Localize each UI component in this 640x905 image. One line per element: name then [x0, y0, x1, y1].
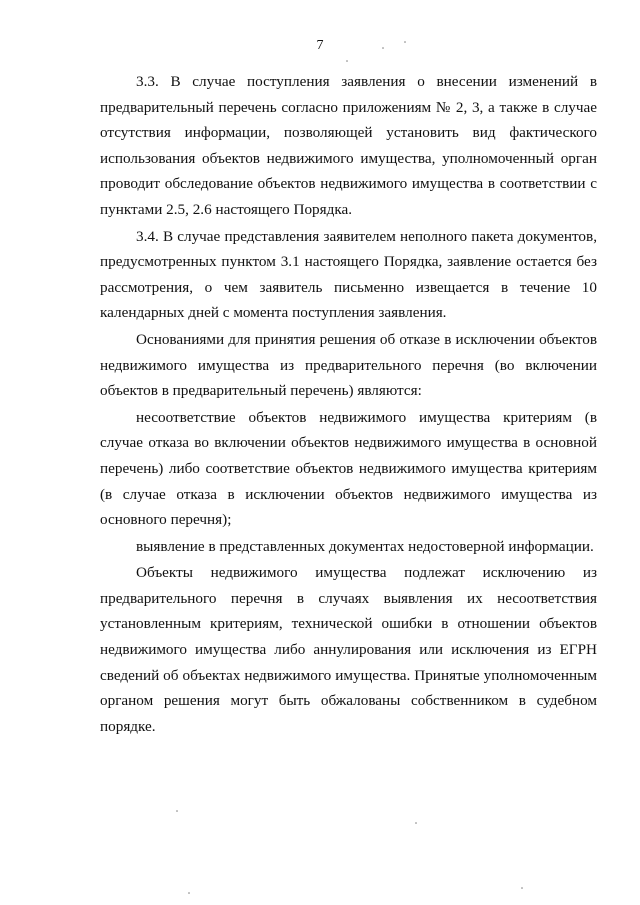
- page-number: 7: [316, 38, 324, 53]
- scan-speck: [176, 810, 178, 812]
- paragraph-3-3: 3.3. В случае поступления заявления о внесении изменений в предварительный перечень согласно приложениям № 2, 3, а также в случае отсутствия информации, позволяющей установить вид фактического использования объектов недвижимого имущества, уполномоченный орган проводит обследование объектов недвижимого имущества в соответствии с пунктами 2.5, 2.6 настоящего Порядка.: [100, 73, 597, 218]
- scan-speck: [415, 822, 417, 824]
- paragraph-criteria-mismatch: несоответствие объектов недвижимого имущества критериям (в случае отказа во включении объектов недвижимого имущества в основной перечень) либо соответствие объектов недвижимого имущества критериям (в случае отказа в исключении объектов недвижимого имущества из основного перечня);: [100, 408, 597, 529]
- scan-speck: [521, 887, 523, 889]
- scan-speck: [382, 47, 384, 49]
- paragraph-refusal-grounds: Основаниями для принятия решения об отказе в исключении объектов недвижимого имущества из предварительного перечня (во включении объектов в предварительный перечень) являются:: [100, 330, 597, 400]
- document-body: [100, 69, 597, 739]
- paragraph-exclusion: Объекты недвижимого имущества подлежат исключению из предварительного перечня в случаях выявления их несоответствия установленным критериям, технической ошибки в отношении объектов недвижимого имущества либо аннулирования или исключения из ЕГРН сведений об объектах недвижимого имущества. Принятые уполномоченным органом решения могут быть обжалованы собственником в судебном порядке.: [100, 564, 597, 735]
- scan-speck: [346, 60, 348, 62]
- paragraph-3-4: 3.4. В случае представления заявителем неполного пакета документов, предусмотренных пунктом 3.1 настоящего Порядка, заявление остается без рассмотрения, о чем заявитель письменно извещается в течение 10 календарных дней с момента поступления заявления.: [100, 227, 597, 322]
- scan-speck: [404, 41, 406, 43]
- paragraph-false-information: выявление в представленных документах недостоверной информации.: [136, 537, 594, 555]
- scan-speck: [188, 892, 190, 894]
